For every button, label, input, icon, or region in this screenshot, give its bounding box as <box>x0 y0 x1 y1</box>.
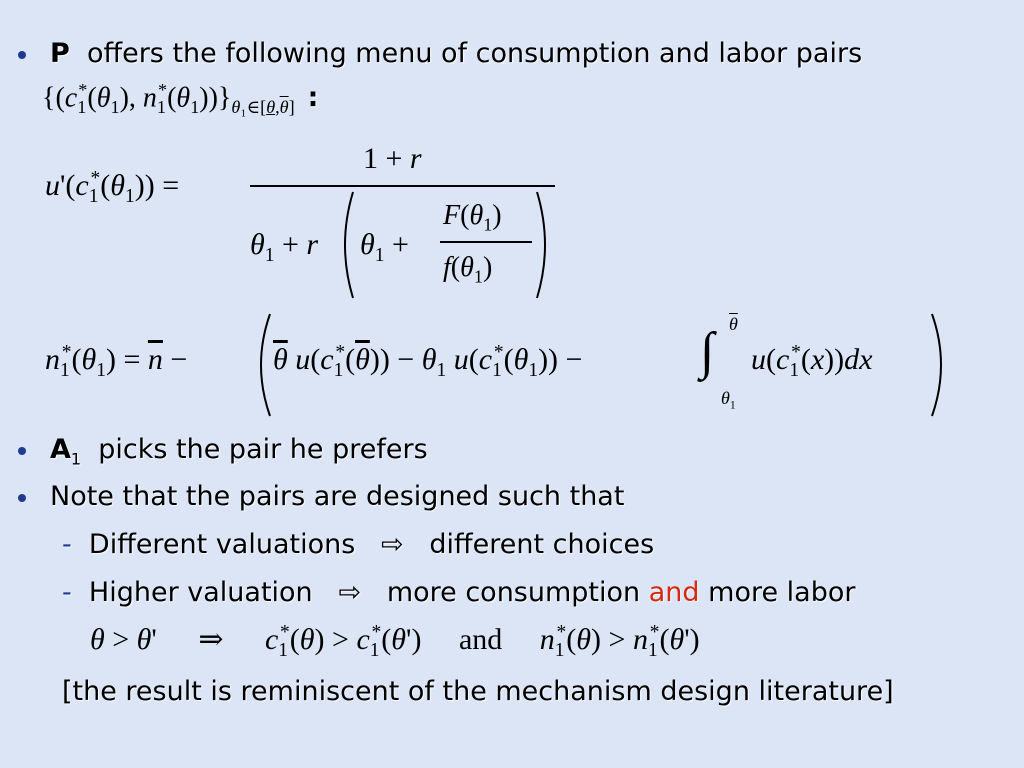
literature-note: [the result is reminiscent of the mechanism design literature] <box>62 676 894 707</box>
highlight-and: and <box>648 577 700 608</box>
implies-arrow-icon: ⇨ <box>381 529 404 560</box>
bullet-3: Note that the pairs are designed such that <box>50 481 625 512</box>
implication-premise: θ > θ' <box>90 623 157 656</box>
eq2-paren-left <box>250 312 272 418</box>
sub-1-right: different choices <box>429 529 655 560</box>
eq1-lhs: $u'(c_1^*(\theta_1))$ = <box>45 168 180 207</box>
bullet-marker <box>18 494 26 502</box>
implication-arrow: ⇒ <box>198 623 224 656</box>
sub-bullet-2 <box>62 577 855 609</box>
eq1-paren-right <box>535 190 555 300</box>
eq2-lhs: $n_1^*(\theta_1) = \overline{n}$ − <box>45 342 188 381</box>
integral-lower: $\theta_1$ <box>721 388 736 412</box>
integral-upper: $\overline{\theta}$ <box>729 314 738 334</box>
bullet-marker <box>18 447 26 455</box>
bullet-2 <box>50 434 428 475</box>
agent-p-label: P <box>50 38 70 69</box>
eq1-denominator: $\theta_1 + r$ <box>250 228 319 266</box>
sub-1-left: Different valuations <box>88 529 356 560</box>
sub-bullet-dash: - <box>62 577 72 608</box>
eq1-F: $F(\theta_1)$ <box>443 200 502 235</box>
equation-labor <box>45 310 955 420</box>
eq1-inner-fraction-bar <box>440 241 532 243</box>
eq1-numerator: 1 + r <box>363 142 422 175</box>
integral-sign: ∫ <box>700 323 715 380</box>
agent-a-label: A <box>50 434 71 465</box>
sub-2-right-post: more labor <box>708 577 856 608</box>
sub-2-left: Higher valuation <box>88 577 313 608</box>
agent-a-subscript: 1 <box>70 449 82 469</box>
implication-conj: and <box>458 623 503 656</box>
sub-2-right-pre: more consumption <box>386 577 641 608</box>
bullet-1 <box>50 38 862 70</box>
equation-marginal-utility <box>45 140 575 305</box>
implies-arrow-icon: ⇨ <box>338 577 362 608</box>
sub-bullet-dash: - <box>62 529 72 560</box>
eq2-paren-right <box>930 312 952 418</box>
bullet-1-text: offers the following menu of consumption and labor pairs <box>86 38 863 69</box>
bullet-2-text: picks the pair he prefers <box>98 434 428 465</box>
menu-colon: : <box>307 82 319 114</box>
eq1-paren-left <box>335 190 355 300</box>
implication-formula <box>90 622 700 662</box>
menu-set-formula: {($c_1^*(\theta_1)$, $n_1^*(\theta_1))\}_{\theta_1\in[\theta,\overline{\theta}]}$ : <box>42 80 319 117</box>
eq1-fraction-bar <box>250 185 555 187</box>
eq2-body: $\overline{\theta}$ $u(c_1^*(\overline{\theta})) - \theta_1$ $u(c_1^*(\theta_1))$ − <box>273 342 583 381</box>
bullet-marker <box>18 51 26 59</box>
eq1-f: $f(\theta_1)$ <box>443 252 493 287</box>
implication-part2: $n_1^*(\theta) > n_1^*(\theta')$ <box>539 622 700 661</box>
sub-bullet-1 <box>62 529 654 561</box>
eq2-integrand: $u(c_1^*(x))dx$ <box>751 342 873 381</box>
eq1-inner: $\theta_1$ + <box>360 228 409 266</box>
implication-part1: $c_1^*(\theta) > c_1^*(\theta')$ <box>264 622 422 661</box>
